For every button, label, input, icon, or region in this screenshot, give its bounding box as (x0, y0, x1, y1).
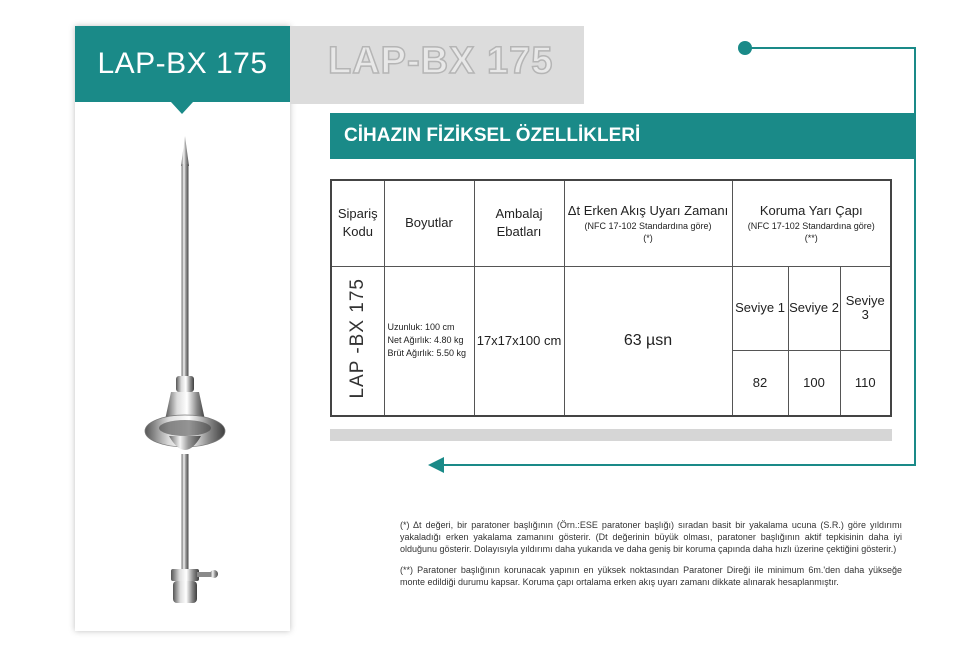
cell-level-3: 110 (840, 350, 891, 416)
header-delta-t (564, 180, 732, 266)
dim-gross-weight: Brüt Ağırlık: 5.50 kg (387, 348, 467, 359)
connector-line-right (914, 47, 916, 466)
footnote-radius: (**) Paratoner başlığının korunacak yapının en yüksek noktasından Paratoner Direği ile minimum 6m.'den daha yükseğe monte edildiği durumu kapsar. Koruma çapı ortalama erken akış uyarı zamanı dikkate alınarak hesaplanmıştır. (400, 565, 902, 587)
header-level-1: Seviye 1 (732, 266, 788, 350)
cell-dimensions (384, 266, 474, 416)
header-delta-t-label: Δt Erken Akış Uyarı Zamanı (567, 203, 729, 219)
header-protection-radius (732, 180, 891, 266)
cell-delta-t: 63 µsn (564, 266, 732, 416)
header-delta-t-standard: (NFC 17-102 Standardına göre) (584, 221, 712, 232)
header-packaging: Ambalaj Ebatları (474, 180, 564, 266)
product-card (75, 26, 290, 631)
header-radius-standard: (NFC 17-102 Standardına göre) (747, 221, 875, 232)
cell-level-1: 82 (732, 350, 788, 416)
connector-line-bottom (440, 464, 916, 466)
table-underline-bar (330, 429, 892, 441)
specs-table (330, 179, 892, 417)
header-delta-t-mark: (*) (643, 233, 653, 244)
header-level-2: Seviye 2 (788, 266, 840, 350)
section-title: CİHAZIN FİZİKSEL ÖZELLİKLERİ (330, 113, 916, 159)
lightning-rod-image (135, 136, 235, 616)
product-title: LAP-BX 175 (75, 26, 290, 102)
header-dimensions: Boyutlar (384, 180, 474, 266)
cell-packaging: 17x17x100 cm (474, 266, 564, 416)
card-pointer-icon (171, 102, 193, 114)
dim-length: Uzunluk: 100 cm (387, 322, 455, 333)
table-row (331, 266, 891, 350)
header-radius-label: Koruma Yarı Çapı (759, 203, 863, 219)
header-level-3: Seviye 3 (840, 266, 891, 350)
footnote-delta-t: (*) Δt değeri, bir paratoner başlığının (Örn.:ESE paratoner başlığı) sıradan basit bir yakalama ucuna (S.R.) göre yıldırımı yakaladığı erken yakalama zamanını gösterir. (Dt değerinin büyük olması, paratoner başlığının aktif tepkisinin daha iyi olduğunu gösterir. Dolayısıyla yıldırımı daha yukarıda ve daha geniş bir koruma çapında daha hızlı üzerine çektiğini gösterir.) (400, 520, 902, 554)
table-header-row (331, 180, 891, 266)
cell-order-code (331, 266, 384, 416)
header-order-code: Sipariş Kodu (331, 180, 384, 266)
ghost-title: LAP-BX 175 (328, 40, 554, 82)
footnotes (400, 519, 902, 597)
connector-arrow-icon (428, 457, 444, 473)
header-radius-mark: (**) (804, 233, 818, 244)
order-code-vertical: LAP -BX 175 (346, 277, 368, 399)
dim-net-weight: Net Ağırlık: 4.80 kg (387, 335, 464, 346)
cell-level-2: 100 (788, 350, 840, 416)
connector-line-top (748, 47, 916, 49)
